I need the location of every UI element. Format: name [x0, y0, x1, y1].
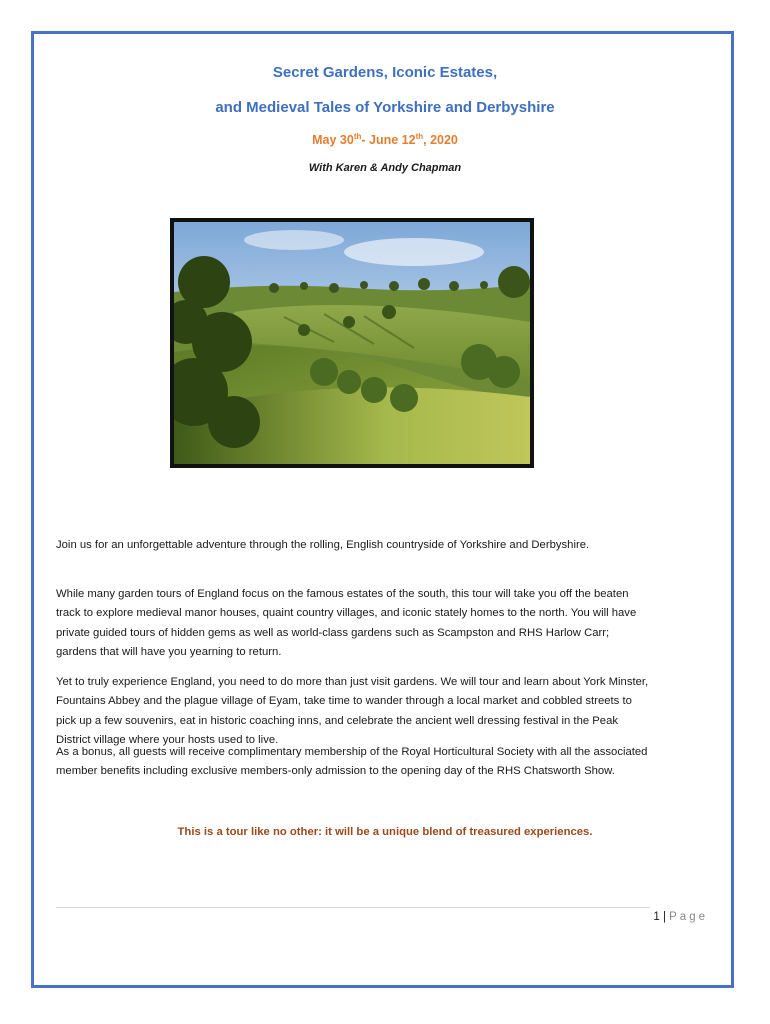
date-start-suffix: th	[353, 132, 362, 141]
title-line-1: Secret Gardens, Iconic Estates,	[272, 64, 498, 81]
footer-divider	[56, 907, 650, 908]
paragraph-gardens: While many garden tours of England focus on the famous estates of the south, this tour will take you off the beaten track to explore medieval manor houses, quaint country villages, and iconic stately homes to the north. You will have private guided tours of hidden gems as well as world-class gardens such as Scampston and RHS Harlow Carr; gardens that will have you yearning to return.	[56, 588, 637, 658]
page-number: 1	[653, 911, 660, 923]
page-border	[31, 31, 734, 988]
paragraph-intro: Join us for an unforgettable adventure through the rolling, English countryside of Yorkshire and Derbyshire.	[56, 539, 590, 551]
page-footer	[653, 911, 708, 923]
title-line-2: and Medieval Tales of Yorkshire and Derbyshire	[215, 99, 555, 116]
paragraph-bonus: As a bonus, all guests will receive complimentary membership of the Royal Horticultural Society with all the associated member benefits including exclusive members-only admission to the opening day of the RHS Chatsworth Show.	[56, 746, 648, 778]
date-year: , 2020	[423, 133, 458, 148]
footer-separator: |	[659, 911, 670, 923]
date-end: - June 12	[361, 133, 416, 148]
landscape-image	[174, 222, 530, 464]
tour-dates	[0, 132, 770, 147]
date-start: May 30	[312, 133, 354, 148]
hosts-line: With Karen & Andy Chapman	[308, 162, 462, 174]
closing-statement: This is a tour like no other: it will be a unique blend of treasured experiences.	[177, 826, 593, 838]
page-word: Page	[669, 911, 708, 923]
paragraph-experience: Yet to truly experience England, you need to do more than just visit gardens. We will tour and learn about York Minster, Fountains Abbey and the plague village of Eyam, take time to wander through a local market and cobbled streets to pick up a few souvenirs, eat in historic coaching inns, and celebrate the ancient well dressing festival in the Peak District village where your hosts used to live.	[56, 676, 649, 746]
date-end-suffix: th	[415, 132, 424, 141]
landscape-photo	[170, 218, 534, 468]
